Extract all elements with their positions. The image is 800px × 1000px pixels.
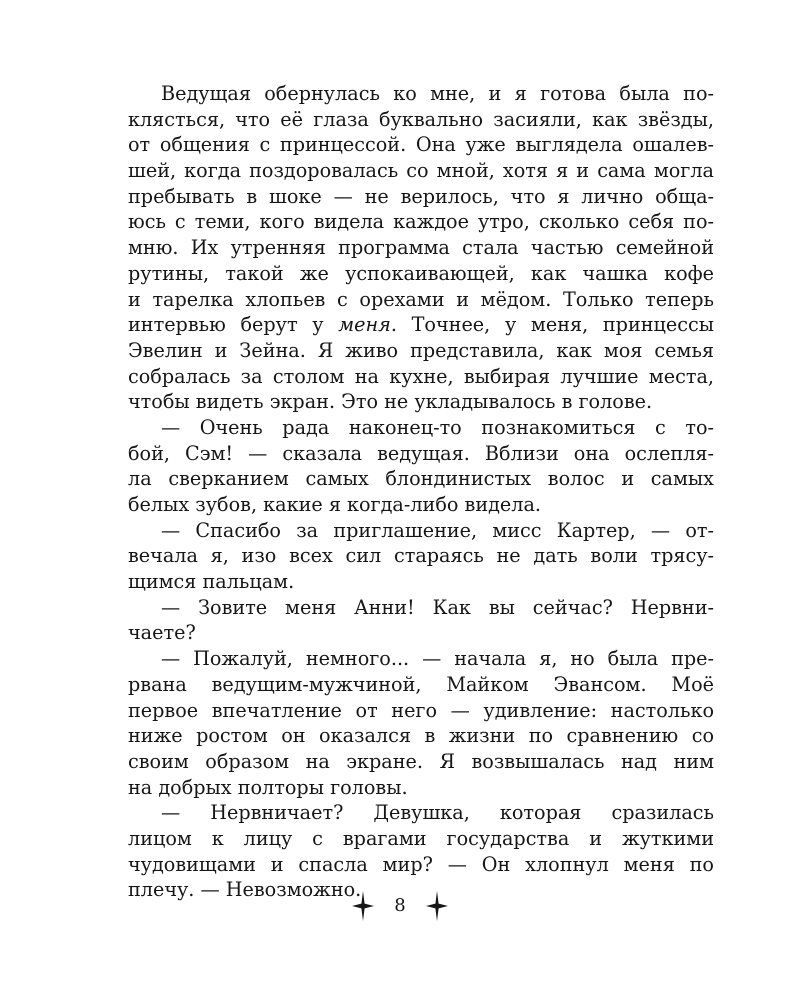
text-line: — Пожалуй, немного... — начала я, но была пре- [161,647,714,671]
text-line: мню. Их утренняя программа стала частью семейной [128,236,714,260]
text-line: ла сверканием самых блондинистых волос и самых [128,467,714,491]
page-footer [0,890,800,922]
text-line: клясться, что её глаза буквально засияли, как звёзды, [128,107,714,131]
text-line: чтобы видеть экран. Это не укладывалось в голове. [128,390,653,414]
text-line: юсь с теми, кого видела каждое утро, сколько себя по- [128,210,714,234]
text-line: и тарелка хлопьев с орехами и мёдом. Только теперь [128,287,714,311]
text-line: первое впечатление от него — удивление: настолько [128,698,714,722]
text-line: чудовищами и спасла мир? — Он хлопнул меня по [128,852,714,876]
text-line: Эвелин и Зейна. Я живо представила, как моя семья [128,338,714,362]
page-number: 8 [394,895,406,916]
text-line: — Зовите меня Анни! Как вы сейчас? Нервни- [161,595,714,619]
text-line: чаете? [128,621,196,645]
text-line: лицом к лицу с врагами государства и жуткими [128,826,714,850]
text-line: щимся пальцам. [128,570,295,594]
text-line [128,312,714,338]
emphasis-text: меня [338,313,391,337]
text-line: вечала я, изо всех сил стараясь не дать воли трясу- [128,544,714,568]
text-run: интервью берут у [128,313,339,337]
text-line: пребывать в шоке — не верилось, что я лично обща- [128,184,714,208]
text-line: — Очень рада наконец-то познакомиться с то- [161,415,714,439]
text-line: бой, Сэм! — сказала ведущая. Вблизи она ослепля- [128,441,714,465]
text-line: плечу. — Невозможно. [128,878,362,902]
text-line: шей, когда поздоровалась со мной, хотя я и сама могла [128,159,714,183]
text-line: — Спасибо за приглашение, мисс Картер, — от- [161,518,714,542]
text-line: от общения с принцессой. Она уже выглядела ошалев- [128,133,714,157]
text-line: Ведущая обернулась ко мне, и я готова была по- [161,82,714,105]
text-line: белых зубов, какие я когда-либо видела. [128,493,542,516]
text-line: собралась за столом на кухне, выбирая лучшие места, [128,364,714,388]
page-text [128,81,714,903]
text-line: рутины, такой же успокаивающей, как чашка кофе [128,261,714,285]
four-point-star-icon [352,891,374,921]
text-line: рвана ведущим-мужчиной, Майком Эвансом. Моё [128,672,714,696]
text-line: своим образом на экране. Я возвышалась над ним [128,749,714,773]
text-line: ниже ростом он оказался в жизни по сравнению со [128,724,714,748]
text-run: . Точнее, у меня, принцессы [390,313,714,337]
text-line: на добрых полторы головы. [128,775,408,799]
text-line: — Нервничает? Девушка, которая сразилась [161,801,714,825]
four-point-star-icon [426,891,448,921]
